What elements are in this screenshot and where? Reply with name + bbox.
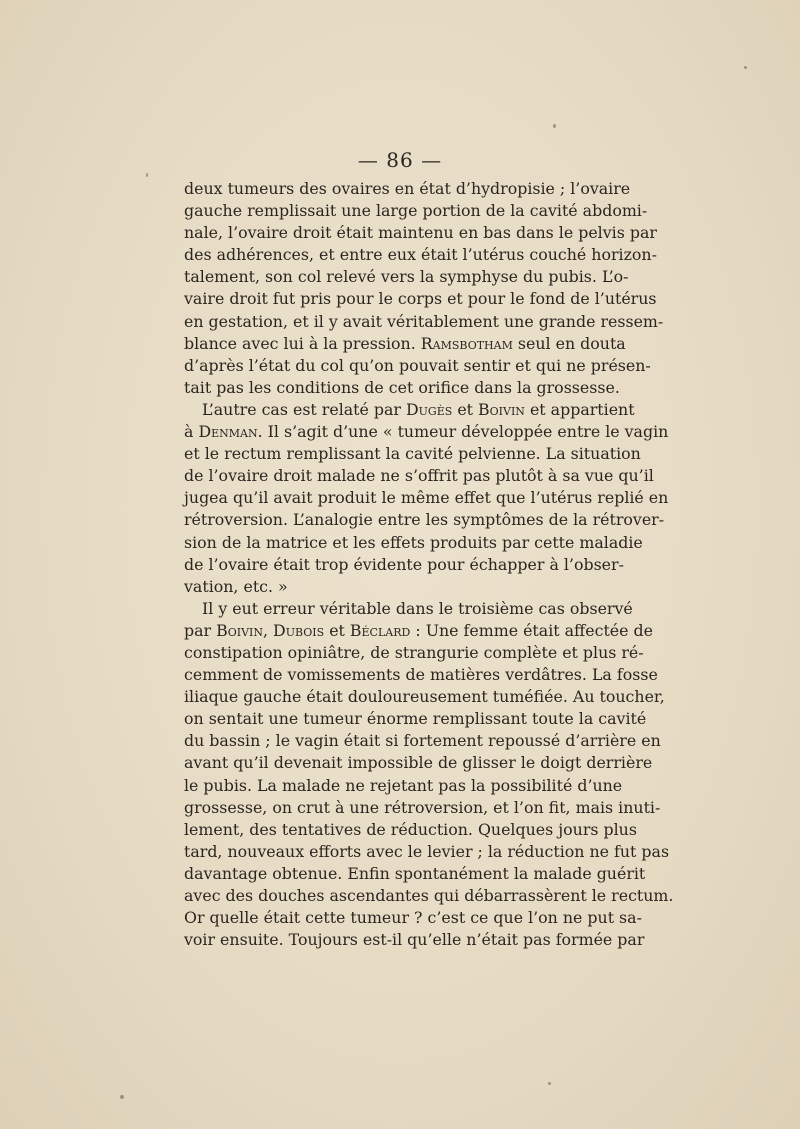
text-line	[184, 311, 664, 333]
text-run: : Une femme était affectée de	[410, 620, 653, 640]
text-run: d’après l’état du col qu’on pouvait sentir et qui ne présen-	[184, 355, 651, 375]
text-line	[184, 752, 653, 774]
text-run: on sentait une tumeur énorme remplissant toute la cavité	[184, 709, 647, 729]
text-run: constipation opiniâtre, de strangurie complète et plus ré-	[184, 642, 644, 662]
author-name: Boivin	[478, 399, 525, 419]
text-run: et	[452, 399, 479, 419]
text-run: avec des douches ascendantes qui débarrassèrent le rectum.	[184, 886, 674, 905]
text-run: davantage obtenue. Enfin spontanément la malade guérit	[184, 863, 646, 883]
text-run: gauche remplissait une large portion de la cavité abdomi-	[184, 201, 648, 221]
author-name: Dubois	[273, 620, 325, 640]
text-run: iliaque gauche était douloureusement tuméfiée. Au toucher,	[184, 687, 665, 707]
text-line	[184, 487, 669, 509]
paper-speck	[120, 1095, 124, 1099]
text-run: vaire droit fut pris pour le corps et pour le fond de l’utérus	[184, 289, 657, 309]
text-line	[184, 598, 633, 620]
text-run: tard, nouveaux efforts avec le levier ; la réduction ne fut pas	[184, 841, 670, 861]
text-line	[184, 509, 665, 531]
text-line	[184, 885, 674, 907]
text-run: sion de la matrice et les effets produits par cette maladie	[184, 532, 643, 552]
text-run: deux tumeurs des ovaires en état d’hydropisie ; l’ovaire	[184, 179, 631, 198]
text-run: . Il s’agit d’une « tumeur développée entre le vagin	[257, 422, 669, 442]
text-run: et appartient	[524, 399, 635, 419]
text-line	[184, 200, 648, 222]
text-line	[184, 797, 661, 819]
text-run: tait pas les conditions de cet orifice dans la grossesse.	[184, 377, 620, 397]
text-line	[184, 576, 616, 598]
paper-speck	[548, 1082, 551, 1085]
text-line	[184, 554, 624, 576]
paper-speck	[553, 124, 556, 128]
text-run: seul en douta	[512, 333, 626, 353]
paper-speck	[744, 66, 747, 69]
body-text	[184, 178, 674, 951]
text-line	[184, 929, 645, 951]
text-run: talement, son col relevé vers la symphyse du pubis. L’o-	[184, 267, 629, 287]
author-name: Boivin	[216, 620, 263, 640]
text-line	[184, 443, 641, 465]
text-run: avant qu’il devenait impossible de glisser le doigt derrière	[184, 753, 653, 773]
text-run: de l’ovaire était trop évidente pour échapper à l’obser-	[184, 554, 624, 574]
text-line	[184, 288, 657, 310]
text-line	[184, 421, 669, 443]
text-run: et le rectum remplissant la cavité pelvienne. La situation	[184, 444, 641, 464]
text-line	[184, 244, 657, 266]
text-run: jugea qu’il avait produit le même effet que l’utérus replié en	[184, 488, 669, 508]
text-run: Or quelle était cette tumeur ? c’est ce que l’on ne put sa-	[184, 908, 642, 928]
text-line	[184, 907, 642, 929]
text-run: Il y eut erreur véritable dans le troisième cas observé	[202, 598, 633, 618]
author-name: Dugès	[406, 399, 453, 419]
author-name: Béclard	[349, 620, 411, 640]
author-name: Ramsbotham	[420, 333, 513, 353]
text-line	[184, 775, 623, 797]
text-line	[184, 863, 646, 885]
text-run: en gestation, et il y avait véritablement une grande ressem-	[184, 311, 664, 331]
text-run: et	[324, 620, 350, 640]
text-line	[184, 222, 657, 244]
text-line	[184, 819, 637, 841]
text-run: le pubis. La malade ne rejetant pas la possibilité d’une	[184, 775, 623, 795]
text-line	[184, 664, 658, 686]
text-line	[184, 841, 670, 863]
text-line	[184, 266, 629, 288]
text-line	[184, 642, 644, 664]
text-line	[184, 620, 653, 642]
text-line	[184, 377, 620, 399]
page-number: — 86 —	[357, 148, 443, 172]
text-run: L’autre cas est relaté par	[202, 399, 406, 419]
text-run: voir ensuite. Toujours est-il qu’elle n’était pas formée par	[184, 930, 645, 950]
text-run: vation, etc. »	[184, 576, 288, 596]
text-run: cemment de vomissements de matières verdâtres. La fosse	[184, 665, 658, 685]
text-run: nale, l’ovaire droit était maintenu en bas dans le pelvis par	[184, 223, 657, 243]
text-run: des adhérences, et entre eux était l’utérus couché horizon-	[184, 245, 657, 265]
text-line	[184, 465, 654, 487]
text-run: grossesse, on crut à une rétroversion, et l’on fit, mais inuti-	[184, 797, 661, 817]
text-line	[184, 399, 635, 421]
text-run: ,	[263, 620, 274, 640]
text-line	[184, 730, 661, 752]
text-line	[184, 532, 643, 554]
text-run: blance avec lui à la pression.	[184, 333, 421, 353]
author-name: Denman	[198, 422, 258, 442]
paper-speck	[146, 173, 148, 177]
text-line	[184, 355, 651, 377]
text-line	[184, 708, 647, 730]
text-line	[184, 686, 665, 708]
text-line	[184, 333, 626, 355]
text-run: du bassin ; le vagin était si fortement repoussé d’arrière en	[184, 731, 661, 751]
text-run: lement, des tentatives de réduction. Quelques jours plus	[184, 819, 637, 839]
text-run: par	[184, 620, 217, 640]
text-run: rétroversion. L’analogie entre les symptômes de la rétrover-	[184, 510, 665, 530]
text-line	[184, 178, 631, 200]
text-run: à	[184, 422, 199, 442]
text-run: de l’ovaire droit malade ne s’offrit pas plutôt à sa vue qu’il	[184, 466, 654, 486]
